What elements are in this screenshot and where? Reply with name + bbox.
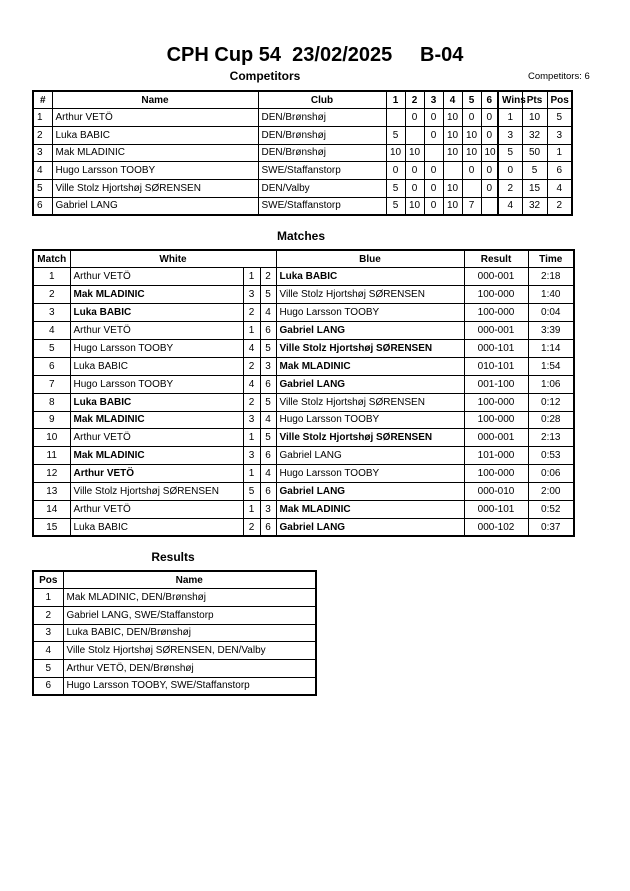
- match-white-name: Arthur VETÖ: [70, 322, 243, 340]
- match-white-name: Mak MLADINIC: [70, 286, 243, 304]
- col-header-wins: Wins: [498, 91, 522, 109]
- match-result: 000-101: [464, 500, 528, 518]
- results-heading: Results: [151, 550, 195, 564]
- match-blue-number: 5: [260, 339, 276, 357]
- competitor-row: [33, 126, 572, 144]
- competitor-points: 15: [522, 179, 547, 197]
- match-blue-name: Gabriel LANG: [276, 322, 464, 340]
- competitors-header-row: [33, 91, 572, 109]
- competitor-wins: 0: [498, 162, 522, 180]
- competitor-club: DEN/Valby: [258, 179, 386, 197]
- match-row: [33, 322, 574, 340]
- competitor-score: [386, 109, 405, 127]
- competitor-score: 0: [424, 197, 443, 215]
- competitor-position: 4: [547, 179, 572, 197]
- match-number: 8: [33, 393, 70, 411]
- competitor-score: 10: [386, 144, 405, 162]
- competitor-wins: 3: [498, 126, 522, 144]
- competitor-score: 0: [481, 162, 498, 180]
- match-time: 2:00: [528, 483, 574, 501]
- match-time: 1:06: [528, 375, 574, 393]
- competitor-score: 10: [443, 144, 462, 162]
- competitors-count: Competitors: 6: [528, 71, 590, 82]
- competitor-score: 5: [386, 197, 405, 215]
- match-blue-name: Ville Stolz Hjortshøj SØRENSEN: [276, 339, 464, 357]
- match-blue-name: Gabriel LANG: [276, 375, 464, 393]
- match-white-name: Luka BABIC: [70, 393, 243, 411]
- match-blue-name: Mak MLADINIC: [276, 500, 464, 518]
- match-number: 12: [33, 465, 70, 483]
- result-name: Hugo Larsson TOOBY, SWE/Staffanstorp: [63, 677, 316, 695]
- match-white-number: 4: [243, 375, 260, 393]
- match-time: 0:12: [528, 393, 574, 411]
- competitor-row: [33, 109, 572, 127]
- match-blue-number: 6: [260, 375, 276, 393]
- competitor-number: 4: [33, 162, 52, 180]
- result-position: 3: [33, 624, 63, 642]
- col-header-club: Club: [258, 91, 386, 109]
- match-blue-number: 5: [260, 393, 276, 411]
- competitor-score: 10: [443, 179, 462, 197]
- match-time: 0:04: [528, 304, 574, 322]
- competitor-score: 0: [386, 162, 405, 180]
- match-blue-name: Mak MLADINIC: [276, 357, 464, 375]
- match-white-number: 3: [243, 411, 260, 429]
- col-header-blue: Blue: [276, 250, 464, 268]
- result-name: Ville Stolz Hjortshøj SØRENSEN, DEN/Valby: [63, 642, 316, 660]
- match-blue-number: 4: [260, 411, 276, 429]
- match-time: 0:28: [528, 411, 574, 429]
- match-blue-name: Hugo Larsson TOOBY: [276, 411, 464, 429]
- competitor-score: 0: [424, 179, 443, 197]
- col-header-pts: Pts: [522, 91, 547, 109]
- competitor-score: 10: [443, 197, 462, 215]
- col-header-res-pos: Pos: [33, 571, 63, 589]
- matches-table: [32, 249, 575, 537]
- match-blue-number: 3: [260, 500, 276, 518]
- competitor-score: 0: [424, 126, 443, 144]
- competitor-position: 3: [547, 126, 572, 144]
- match-number: 10: [33, 429, 70, 447]
- col-header-white: White: [70, 250, 276, 268]
- result-name: Luka BABIC, DEN/Brønshøj: [63, 624, 316, 642]
- competitor-points: 50: [522, 144, 547, 162]
- competitor-score: 7: [462, 197, 481, 215]
- results-table: [32, 570, 317, 696]
- competitor-score: 10: [405, 197, 424, 215]
- col-header-match: Match: [33, 250, 70, 268]
- result-position: 1: [33, 589, 63, 607]
- competitors-table: [32, 90, 573, 216]
- competitor-points: 10: [522, 109, 547, 127]
- competitor-score: [424, 144, 443, 162]
- match-white-number: 1: [243, 429, 260, 447]
- competitors-heading: Competitors: [229, 69, 301, 83]
- match-blue-name: Gabriel LANG: [276, 518, 464, 536]
- col-header-name: Name: [52, 91, 258, 109]
- match-white-name: Arthur VETÖ: [70, 429, 243, 447]
- result-name: Arthur VETÖ, DEN/Brønshøj: [63, 659, 316, 677]
- match-number: 7: [33, 375, 70, 393]
- match-white-number: 1: [243, 322, 260, 340]
- match-time: 1:54: [528, 357, 574, 375]
- competitor-score: 0: [481, 179, 498, 197]
- match-blue-name: Gabriel LANG: [276, 447, 464, 465]
- competitor-points: 5: [522, 162, 547, 180]
- match-blue-number: 6: [260, 518, 276, 536]
- match-number: 11: [33, 447, 70, 465]
- competitor-score: [405, 126, 424, 144]
- col-header-score-3: 3: [424, 91, 443, 109]
- match-result: 101-000: [464, 447, 528, 465]
- col-header-score-2: 2: [405, 91, 424, 109]
- matches-header-row: [33, 250, 574, 268]
- match-white-name: Ville Stolz Hjortshøj SØRENSEN: [70, 483, 243, 501]
- page-title: CPH Cup 54 23/02/2025 B-04: [166, 44, 464, 66]
- match-blue-name: Ville Stolz Hjortshøj SØRENSEN: [276, 286, 464, 304]
- match-result: 100-000: [464, 393, 528, 411]
- match-white-number: 2: [243, 304, 260, 322]
- match-result: 100-000: [464, 304, 528, 322]
- competitor-name: Hugo Larsson TOOBY: [52, 162, 258, 180]
- result-position: 6: [33, 677, 63, 695]
- match-result: 000-001: [464, 429, 528, 447]
- match-row: [33, 483, 574, 501]
- match-row: [33, 500, 574, 518]
- competitor-score: 0: [405, 179, 424, 197]
- match-blue-name: Ville Stolz Hjortshøj SØRENSEN: [276, 393, 464, 411]
- match-row: [33, 375, 574, 393]
- match-blue-number: 5: [260, 429, 276, 447]
- match-time: 3:39: [528, 322, 574, 340]
- result-row: [33, 624, 316, 642]
- result-position: 5: [33, 659, 63, 677]
- result-row: [33, 642, 316, 660]
- match-blue-number: 5: [260, 286, 276, 304]
- match-blue-name: Hugo Larsson TOOBY: [276, 304, 464, 322]
- match-number: 15: [33, 518, 70, 536]
- match-result: 001-100: [464, 375, 528, 393]
- competitor-score: 0: [462, 162, 481, 180]
- match-blue-number: 3: [260, 357, 276, 375]
- match-white-name: Arthur VETÖ: [70, 500, 243, 518]
- col-header-pos: Pos: [547, 91, 572, 109]
- match-number: 3: [33, 304, 70, 322]
- match-result: 000-101: [464, 339, 528, 357]
- competitor-wins: 1: [498, 109, 522, 127]
- competitor-row: [33, 162, 572, 180]
- match-result: 100-000: [464, 286, 528, 304]
- match-result: 010-101: [464, 357, 528, 375]
- match-time: 1:40: [528, 286, 574, 304]
- match-blue-number: 4: [260, 304, 276, 322]
- competitor-number: 1: [33, 109, 52, 127]
- match-row: [33, 393, 574, 411]
- competitor-name: Luka BABIC: [52, 126, 258, 144]
- match-number: 2: [33, 286, 70, 304]
- match-row: [33, 429, 574, 447]
- competitor-score: 0: [424, 109, 443, 127]
- match-row: [33, 286, 574, 304]
- col-header-time: Time: [528, 250, 574, 268]
- match-row: [33, 304, 574, 322]
- match-blue-number: 6: [260, 447, 276, 465]
- col-header-score-5: 5: [462, 91, 481, 109]
- match-time: 0:06: [528, 465, 574, 483]
- match-time: 1:14: [528, 339, 574, 357]
- match-row: [33, 518, 574, 536]
- result-name: Gabriel LANG, SWE/Staffanstorp: [63, 606, 316, 624]
- match-row: [33, 339, 574, 357]
- match-blue-name: Hugo Larsson TOOBY: [276, 465, 464, 483]
- match-white-number: 4: [243, 339, 260, 357]
- col-header-score-4: 4: [443, 91, 462, 109]
- match-white-name: Hugo Larsson TOOBY: [70, 375, 243, 393]
- competitor-wins: 5: [498, 144, 522, 162]
- competitor-score: 10: [443, 109, 462, 127]
- match-blue-name: Ville Stolz Hjortshøj SØRENSEN: [276, 429, 464, 447]
- result-row: [33, 677, 316, 695]
- match-white-name: Luka BABIC: [70, 304, 243, 322]
- col-header-num: #: [33, 91, 52, 109]
- competitor-score: 10: [443, 126, 462, 144]
- competitor-number: 6: [33, 197, 52, 215]
- match-time: 0:37: [528, 518, 574, 536]
- col-header-score-1: 1: [386, 91, 405, 109]
- competitor-score: [443, 162, 462, 180]
- result-row: [33, 589, 316, 607]
- competitor-score: [462, 179, 481, 197]
- competitor-score: 10: [462, 144, 481, 162]
- competitor-score: 0: [481, 109, 498, 127]
- match-blue-name: Gabriel LANG: [276, 483, 464, 501]
- match-number: 14: [33, 500, 70, 518]
- match-row: [33, 411, 574, 429]
- match-white-name: Luka BABIC: [70, 518, 243, 536]
- match-result: 000-001: [464, 322, 528, 340]
- match-time: 0:52: [528, 500, 574, 518]
- result-row: [33, 606, 316, 624]
- match-row: [33, 447, 574, 465]
- match-white-name: Arthur VETÖ: [70, 268, 243, 286]
- match-time: 0:53: [528, 447, 574, 465]
- competitor-score: [481, 197, 498, 215]
- result-row: [33, 659, 316, 677]
- match-row: [33, 357, 574, 375]
- matches-heading: Matches: [276, 229, 326, 243]
- match-white-number: 5: [243, 483, 260, 501]
- competitor-row: [33, 197, 572, 215]
- match-white-number: 2: [243, 393, 260, 411]
- match-white-number: 2: [243, 518, 260, 536]
- col-header-score-6: 6: [481, 91, 498, 109]
- competitor-position: 6: [547, 162, 572, 180]
- match-number: 5: [33, 339, 70, 357]
- match-white-name: Mak MLADINIC: [70, 447, 243, 465]
- match-row: [33, 268, 574, 286]
- match-blue-number: 2: [260, 268, 276, 286]
- competitor-club: SWE/Staffanstorp: [258, 197, 386, 215]
- competitor-score: 0: [481, 126, 498, 144]
- match-number: 9: [33, 411, 70, 429]
- competitor-position: 1: [547, 144, 572, 162]
- match-time: 2:13: [528, 429, 574, 447]
- competitor-points: 32: [522, 126, 547, 144]
- match-white-name: Mak MLADINIC: [70, 411, 243, 429]
- competitor-score: 0: [462, 109, 481, 127]
- competitor-score: 5: [386, 126, 405, 144]
- match-row: [33, 465, 574, 483]
- competitor-points: 32: [522, 197, 547, 215]
- competitor-name: Arthur VETÖ: [52, 109, 258, 127]
- match-white-name: Luka BABIC: [70, 357, 243, 375]
- competitor-number: 2: [33, 126, 52, 144]
- results-header-row: [33, 571, 316, 589]
- competitor-row: [33, 144, 572, 162]
- match-number: 13: [33, 483, 70, 501]
- competitor-score: 5: [386, 179, 405, 197]
- competitor-score: 0: [405, 109, 424, 127]
- competitor-position: 2: [547, 197, 572, 215]
- match-blue-name: Luka BABIC: [276, 268, 464, 286]
- result-position: 2: [33, 606, 63, 624]
- match-time: 2:18: [528, 268, 574, 286]
- match-number: 1: [33, 268, 70, 286]
- competitor-row: [33, 179, 572, 197]
- competitor-club: DEN/Brønshøj: [258, 144, 386, 162]
- result-position: 4: [33, 642, 63, 660]
- match-blue-number: 4: [260, 465, 276, 483]
- match-number: 6: [33, 357, 70, 375]
- competitor-number: 5: [33, 179, 52, 197]
- result-name: Mak MLADINIC, DEN/Brønshøj: [63, 589, 316, 607]
- match-white-number: 1: [243, 268, 260, 286]
- match-blue-number: 6: [260, 483, 276, 501]
- match-blue-number: 6: [260, 322, 276, 340]
- competitor-name: Mak MLADINIC: [52, 144, 258, 162]
- match-white-name: Hugo Larsson TOOBY: [70, 339, 243, 357]
- competitor-score: 10: [481, 144, 498, 162]
- match-number: 4: [33, 322, 70, 340]
- competitor-name: Gabriel LANG: [52, 197, 258, 215]
- col-header-result: Result: [464, 250, 528, 268]
- competitor-number: 3: [33, 144, 52, 162]
- competitor-wins: 4: [498, 197, 522, 215]
- match-white-number: 3: [243, 286, 260, 304]
- competitor-score: 10: [405, 144, 424, 162]
- match-result: 100-000: [464, 465, 528, 483]
- competitor-score: 10: [462, 126, 481, 144]
- competitor-wins: 2: [498, 179, 522, 197]
- competitor-club: SWE/Staffanstorp: [258, 162, 386, 180]
- col-header-res-name: Name: [63, 571, 316, 589]
- match-result: 000-001: [464, 268, 528, 286]
- match-white-number: 2: [243, 357, 260, 375]
- competitor-club: DEN/Brønshøj: [258, 109, 386, 127]
- competitor-position: 5: [547, 109, 572, 127]
- match-result: 000-010: [464, 483, 528, 501]
- match-white-name: Arthur VETÖ: [70, 465, 243, 483]
- match-white-number: 1: [243, 465, 260, 483]
- match-result: 000-102: [464, 518, 528, 536]
- match-white-number: 3: [243, 447, 260, 465]
- competitor-score: 0: [424, 162, 443, 180]
- competitor-club: DEN/Brønshøj: [258, 126, 386, 144]
- competitor-score: 0: [405, 162, 424, 180]
- match-result: 100-000: [464, 411, 528, 429]
- match-white-number: 1: [243, 500, 260, 518]
- competitor-name: Ville Stolz Hjortshøj SØRENSEN: [52, 179, 258, 197]
